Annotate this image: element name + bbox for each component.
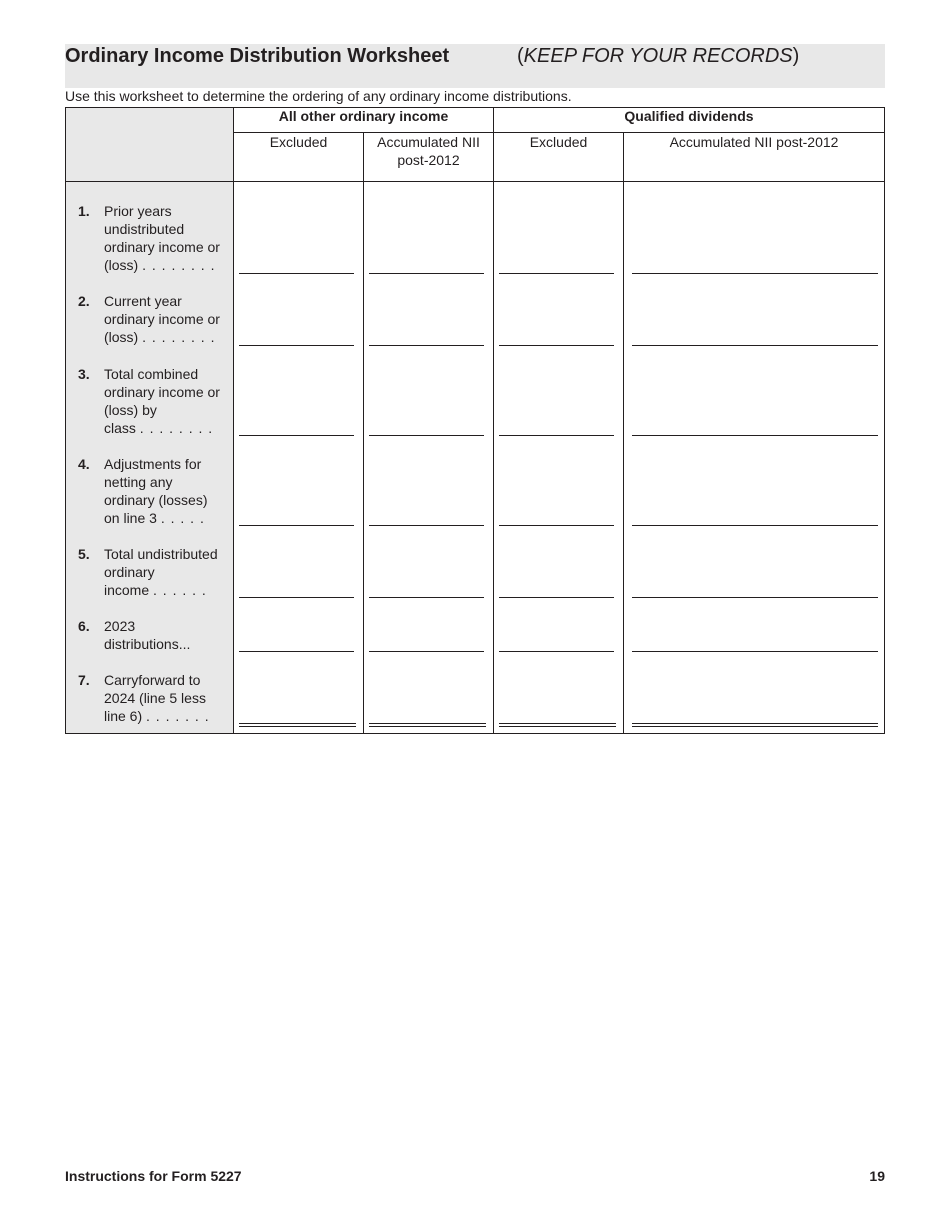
group-header-other-ordinary: All other ordinary income — [234, 108, 494, 133]
col-header-excluded-ordinary: Excluded — [234, 133, 364, 182]
header-blank-cell — [66, 108, 234, 182]
worksheet-table — [65, 107, 885, 734]
entry-line-7[interactable] — [632, 723, 878, 727]
entry-line-6[interactable] — [239, 651, 354, 652]
footer-page-number: 19 — [869, 1168, 885, 1184]
entry-line-5[interactable] — [369, 597, 484, 598]
col-header-nii-ordinary: Accumulated NII post-2012 — [364, 133, 494, 182]
entry-line-2[interactable] — [239, 345, 354, 346]
entry-line-7[interactable] — [499, 723, 616, 727]
worksheet-intro: Use this worksheet to determine the ordering of any ordinary income distributions. — [65, 88, 572, 104]
entry-line-3[interactable] — [369, 435, 484, 436]
entry-line-5[interactable] — [632, 597, 878, 598]
col-header-excluded-dividends: Excluded — [494, 133, 624, 182]
amount-column-nii-dividends — [624, 182, 885, 734]
entry-line-6[interactable] — [369, 651, 484, 652]
entry-line-4[interactable] — [239, 525, 354, 526]
entry-line-7[interactable] — [239, 723, 356, 727]
entry-line-6[interactable] — [632, 651, 878, 652]
entry-line-3[interactable] — [499, 435, 614, 436]
line-items-column: 1. Prior years undistributed ordinary income or (loss) . . . . . . . . 2. Current year ordinary income or (loss) . . . . . . . . 3. Total combined ordinary income or (loss) by class . . . . . . . . 4. Adjustments for netting any ordinary (losses) on line 3 . . . . . 5. Total undistributed ordinary income . . . . . . 6. 2023 distributions... 7. Carryforward to 2024 (line 5 less line 6) . . . . . . . — [66, 182, 234, 734]
entry-line-4[interactable] — [499, 525, 614, 526]
entry-line-6[interactable] — [499, 651, 614, 652]
entry-line-1[interactable] — [499, 273, 614, 274]
entry-line-4[interactable] — [632, 525, 878, 526]
col-header-nii-dividends: Accumulated NII post-2012 — [624, 133, 885, 182]
entry-line-3[interactable] — [632, 435, 878, 436]
title-bar — [65, 44, 885, 88]
group-header-qualified-dividends: Qualified dividends — [494, 108, 885, 133]
amount-column-excluded-ordinary — [234, 182, 364, 734]
entry-line-1[interactable] — [632, 273, 878, 274]
entry-line-5[interactable] — [499, 597, 614, 598]
entry-line-5[interactable] — [239, 597, 354, 598]
entry-line-2[interactable] — [369, 345, 484, 346]
records-note: (KEEP FOR YOUR RECORDS) — [517, 45, 800, 67]
entry-line-7[interactable] — [369, 723, 486, 727]
footer-form-name: Instructions for Form 5227 — [65, 1168, 242, 1184]
page-title: Ordinary Income Distribution Worksheet — [65, 45, 450, 67]
entry-line-4[interactable] — [369, 525, 484, 526]
entry-line-3[interactable] — [239, 435, 354, 436]
entry-line-1[interactable] — [369, 273, 484, 274]
entry-line-2[interactable] — [499, 345, 614, 346]
amount-column-nii-ordinary — [364, 182, 494, 734]
entry-line-1[interactable] — [239, 273, 354, 274]
entry-line-2[interactable] — [632, 345, 878, 346]
amount-column-excluded-dividends — [494, 182, 624, 734]
